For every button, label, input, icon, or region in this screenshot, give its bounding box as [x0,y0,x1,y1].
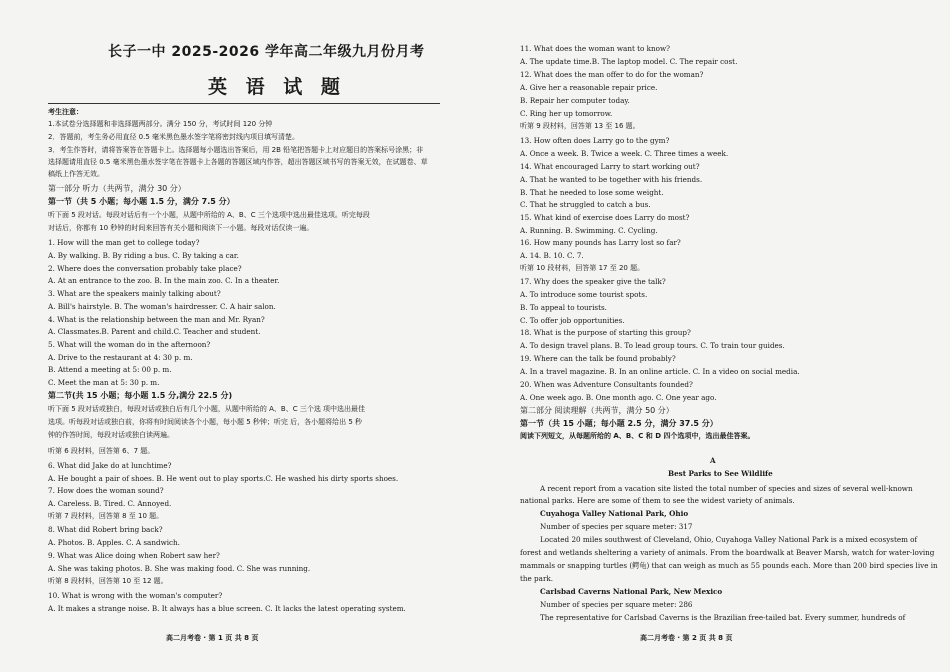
subject-title: 英 语 试 题 [208,76,346,98]
passage-line: A recent report from a vacation site listed the total number of species and sizes of several well-known [540,484,913,493]
instructions: 听下面 5 段对话。每段对话后有一个小题，从题中所给的 A、B、C 三个选项中选出最佳选项。听完每段 [48,211,370,219]
answer-option: B. That he needed to lose some weight. [520,188,664,197]
material-heading: 听第 9 段材料，回答第 13 至 16 题。 [520,122,640,130]
question: 1. How will the man get to college today? [48,238,200,247]
answer-option: B. To appeal to tourists. [520,303,607,312]
answer-option: A. Drive to the restaurant at 4: 30 p. m. [48,353,193,362]
question: 19. Where can the talk be found probably? [520,354,676,363]
passage-line: The representative for Carlsbad Caverns is the Brazilian free-tailed bat. Every summer, hundreds of [540,613,906,622]
answer-option: B. Attend a meeting at 5: 00 p. m. [48,365,172,374]
question: 11. What does the woman want to know? [520,44,670,53]
page-1 [48,0,448,672]
answer-options: A. It makes a strange noise. B. It always has a blue screen. C. It lacks the latest operating system. [48,604,406,613]
passage-line: national parks. Here are some of them to see the widest variety of animals. [520,496,795,505]
park-heading: Carlsbad Caverns National Park, New Mexico [540,587,723,596]
page-footer: 高二月考卷 · 第 2 页 共 8 页 [640,634,733,642]
notice-line: 3．考生作答时，请将答案答在答题卡上。选择题每小题选出答案后，用 2B 铅笔把答题卡上对应题目的答案标号涂黑；非 [48,146,424,154]
answer-option: C. Meet the man at 5: 30 p. m. [48,378,160,387]
instructions: 钟的作答时间，每段对话或独白读两遍。 [48,431,174,439]
question: 9. What was Alice doing when Robert saw her? [48,551,220,560]
answer-options: A. 14. B. 10. C. 7. [520,251,584,260]
section-heading: 第一部分 听力（共两节，满分 30 分） [48,184,186,193]
question: 8. What did Robert bring back? [48,525,163,534]
passage-line: the park. [520,574,554,583]
answer-options: A. The update time.B. The laptop model. C. The repair cost. [520,57,738,66]
page-footer: 高二月考卷 · 第 1 页 共 8 页 [166,634,259,642]
question: 7. How does the woman sound? [48,486,164,495]
instructions: 阅读下列短文，从每题所给的 A、B、C 和 D 四个选项中，选出最佳答案。 [520,432,755,440]
answer-options: A. Running. B. Swimming. C. Cycling. [520,226,658,235]
question: 3. What are the speakers mainly talking about? [48,289,221,298]
material-heading: 听第 6 段材料，回答第 6、7 题。 [48,447,155,455]
notice-line: 稿纸上作答无效。 [48,170,104,178]
notice-line: 2．答题前，考生务必用直径 0.5 毫米黑色墨水签字笔将密封线内项目填写清楚。 [48,133,300,141]
question: 4. What is the relationship between the man and Mr. Ryan? [48,315,265,324]
instructions: 听下面 5 段对话或独白，每段对话或独白后有几个小题，从题中所给的 A、B、C 三个选 项中选出最佳 [48,405,366,413]
subsection-heading: 第二节(共 15 小题；每小题 1.5 分,满分 22.5 分) [48,391,233,400]
instructions: 对话后，你都有 10 秒钟的时间来回答有关小题和阅读下一小题。每段对话仅读一遍。 [48,224,314,232]
material-heading: 听第 10 段材料，回答第 17 至 20 题。 [520,264,645,272]
divider [48,103,440,104]
question: 20. When was Adventure Consultants founded? [520,380,693,389]
question: 6. What did Jake do at lunchtime? [48,461,172,470]
answer-options: A. Classmates.B. Parent and child.C. Teacher and student. [48,327,261,336]
answer-options: A. Bill's hairstyle. B. The woman's hairdresser. C. A hair salon. [48,302,276,311]
answer-options: A. Photos. B. Apples. C. A sandwich. [48,538,180,547]
subsection-heading: 第一节（共 5 小题；每小题 1.5 分，满分 7.5 分） [48,197,235,206]
answer-options: A. By walking. B. By riding a bus. C. By taking a car. [48,251,239,260]
passage-line: Number of species per square meter: 317 [540,522,693,531]
section-heading: 第二部分 阅读理解（共两节，满分 50 分） [520,406,674,415]
answer-options: A. To design travel plans. B. To lead group tours. C. To train tour guides. [520,341,785,350]
passage-label: A [710,456,716,465]
answer-option: C. To offer job opportunities. [520,316,625,325]
subsection-heading: 第一节（共 15 小题；每小题 2.5 分，满分 37.5 分） [520,419,718,428]
passage-line: mammals or snapping turtles (鳄龟) that can weigh as much as 55 pounds each. More than 200 bird species live in [520,561,938,570]
notice-heading: 考生注意： [48,108,83,116]
question: 2. Where does the conversation probably take place? [48,264,242,273]
material-heading: 听第 8 段材料，回答第 10 至 12 题。 [48,577,168,585]
question: 14. What encouraged Larry to start working out? [520,162,700,171]
question: 13. How often does Larry go to the gym? [520,136,670,145]
material-heading: 听第 7 段材料，回答第 8 至 10 题。 [48,512,164,520]
page-2 [520,0,938,672]
question: 17. Why does the speaker give the talk? [520,277,666,286]
answer-options: A. At an entrance to the zoo. B. In the main zoo. C. In a theater. [48,276,280,285]
answer-option: C. That he struggled to catch a bus. [520,200,651,209]
passage-title: Best Parks to See Wildlife [668,469,773,478]
answer-option: C. Ring her up tomorrow. [520,109,613,118]
answer-options: A. Careless. B. Tired. C. Annoyed. [48,499,172,508]
exam-title: 长子一中 2025-2026 学年高二年级九月份月考 [108,44,425,60]
question: 16. How many pounds has Larry lost so far? [520,238,681,247]
instructions: 选项。听每段对话或独白前，你将有时间阅读各个小题，每小题 5 秒钟；听完 后，各小题将给出 5 秒 [48,418,363,426]
question: 15. What kind of exercise does Larry do most? [520,213,690,222]
answer-option: A. Give her a reasonable repair price. [520,83,658,92]
answer-option: B. Repair her computer today. [520,96,630,105]
passage-line: Located 20 miles southwest of Cleveland, Ohio, Cuyahoga Valley National Park is a mixed ecosystem of [540,535,918,544]
notice-line: 选择题请用直径 0.5 毫米黑色墨水签字笔在答题卡上各题的答题区域内作答，超出答题区域书写的答案无效，在试题卷、草 [48,158,428,166]
park-heading: Cuyahoga Valley National Park, Ohio [540,509,689,518]
answer-options: A. In a travel magazine. B. In an online article. C. In a video on social media. [520,367,800,376]
question: 18. What is the purpose of starting this group? [520,328,691,337]
question: 10. What is wrong with the woman's computer? [48,591,223,600]
question: 5. What will the woman do in the afternoon? [48,340,211,349]
passage-line: Number of species per square meter: 286 [540,600,693,609]
answer-options: A. She was taking photos. B. She was making food. C. She was running. [48,564,311,573]
answer-option: A. To introduce some tourist spots. [520,290,648,299]
passage-line: forest and wetlands sheltering a variety of animals. From the boardwalk at Beaver Marsh, watch for water-loving [520,548,935,557]
answer-options: A. He bought a pair of shoes. B. He went out to play sports.C. He washed his dirty sports shoes. [48,474,399,483]
answer-options: A. Once a week. B. Twice a week. C. Three times a week. [520,149,729,158]
notice-line: 1.本试卷分选择题和非选择题两部分。满分 150 分，考试时间 120 分钟 [48,120,273,128]
answer-option: A. That he wanted to be together with his friends. [520,175,703,184]
answer-options: A. One week ago. B. One month ago. C. One year ago. [520,393,717,402]
question: 12. What does the man offer to do for the woman? [520,70,704,79]
